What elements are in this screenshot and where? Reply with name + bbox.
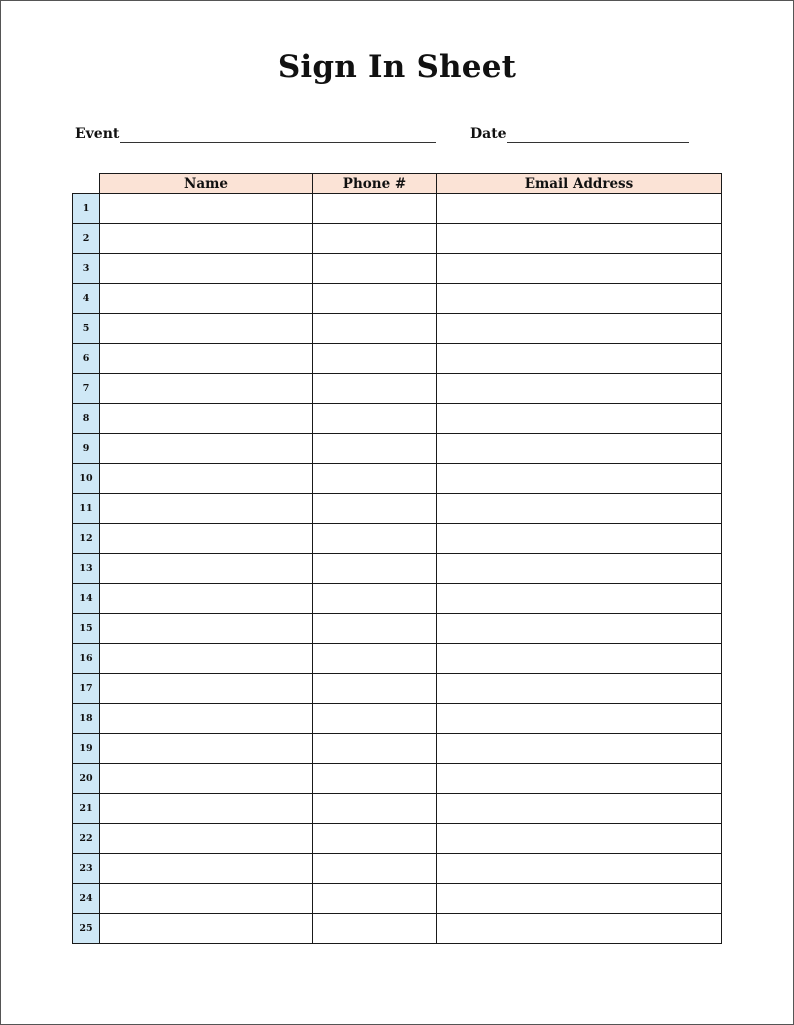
phone-cell[interactable] (313, 554, 437, 584)
table-body (73, 194, 722, 944)
email-cell[interactable] (437, 824, 722, 854)
row-number: 23 (73, 854, 100, 884)
email-cell[interactable] (437, 254, 722, 284)
email-cell[interactable] (437, 764, 722, 794)
table-row (73, 494, 722, 524)
name-cell[interactable] (100, 404, 313, 434)
email-cell[interactable] (437, 494, 722, 524)
row-number: 1 (73, 194, 100, 224)
table-row (73, 854, 722, 884)
table-row (73, 764, 722, 794)
email-cell[interactable] (437, 434, 722, 464)
row-number: 25 (73, 914, 100, 944)
phone-cell[interactable] (313, 914, 437, 944)
name-cell[interactable] (100, 374, 313, 404)
table-row (73, 914, 722, 944)
table-row (73, 284, 722, 314)
table-row (73, 734, 722, 764)
row-number: 18 (73, 704, 100, 734)
email-cell[interactable] (437, 524, 722, 554)
email-cell[interactable] (437, 284, 722, 314)
table-row (73, 374, 722, 404)
name-cell[interactable] (100, 314, 313, 344)
row-number: 8 (73, 404, 100, 434)
phone-cell[interactable] (313, 524, 437, 554)
name-cell[interactable] (100, 524, 313, 554)
email-cell[interactable] (437, 644, 722, 674)
phone-cell[interactable] (313, 194, 437, 224)
table-row (73, 614, 722, 644)
sheet-title: Sign In Sheet (277, 49, 517, 85)
phone-cell[interactable] (313, 374, 437, 404)
email-cell[interactable] (437, 674, 722, 704)
name-cell[interactable] (100, 794, 313, 824)
table-row (73, 704, 722, 734)
table-row (73, 254, 722, 284)
row-number: 10 (73, 464, 100, 494)
row-number: 16 (73, 644, 100, 674)
table-row (73, 404, 722, 434)
row-number: 21 (73, 794, 100, 824)
table-row (73, 644, 722, 674)
phone-cell[interactable] (313, 884, 437, 914)
email-cell[interactable] (437, 464, 722, 494)
event-field-line[interactable] (120, 142, 436, 143)
phone-cell[interactable] (313, 254, 437, 284)
row-number: 20 (73, 764, 100, 794)
phone-cell[interactable] (313, 404, 437, 434)
email-cell[interactable] (437, 704, 722, 734)
phone-cell[interactable] (313, 494, 437, 524)
name-cell[interactable] (100, 614, 313, 644)
row-number: 6 (73, 344, 100, 374)
table-row (73, 434, 722, 464)
email-cell[interactable] (437, 404, 722, 434)
email-cell[interactable] (437, 794, 722, 824)
row-number: 3 (73, 254, 100, 284)
row-number: 7 (73, 374, 100, 404)
phone-cell[interactable] (313, 704, 437, 734)
name-cell[interactable] (100, 254, 313, 284)
row-number: 15 (73, 614, 100, 644)
row-number: 9 (73, 434, 100, 464)
name-cell[interactable] (100, 434, 313, 464)
header-corner (73, 174, 100, 194)
phone-cell[interactable] (313, 344, 437, 374)
table-row (73, 584, 722, 614)
event-label: Event (75, 126, 120, 142)
email-cell[interactable] (437, 584, 722, 614)
date-field-line[interactable] (507, 142, 689, 143)
table-row (73, 524, 722, 554)
date-label: Date (470, 126, 507, 142)
table-row (73, 344, 722, 374)
row-number: 24 (73, 884, 100, 914)
column-header-name: Name (100, 174, 313, 194)
row-number: 13 (73, 554, 100, 584)
phone-cell[interactable] (313, 284, 437, 314)
name-cell[interactable] (100, 464, 313, 494)
name-cell[interactable] (100, 344, 313, 374)
name-cell[interactable] (100, 734, 313, 764)
name-cell[interactable] (100, 704, 313, 734)
phone-cell[interactable] (313, 434, 437, 464)
name-cell[interactable] (100, 854, 313, 884)
phone-cell[interactable] (313, 224, 437, 254)
phone-cell[interactable] (313, 794, 437, 824)
table-row (73, 884, 722, 914)
name-cell[interactable] (100, 764, 313, 794)
phone-cell[interactable] (313, 764, 437, 794)
name-cell[interactable] (100, 554, 313, 584)
table-row (73, 554, 722, 584)
email-cell[interactable] (437, 734, 722, 764)
phone-cell[interactable] (313, 824, 437, 854)
sign-in-table (72, 173, 722, 944)
column-header-phone: Phone # (313, 174, 437, 194)
table-row (73, 224, 722, 254)
name-cell[interactable] (100, 284, 313, 314)
email-cell[interactable] (437, 194, 722, 224)
name-cell[interactable] (100, 884, 313, 914)
email-cell[interactable] (437, 554, 722, 584)
phone-cell[interactable] (313, 464, 437, 494)
phone-cell[interactable] (313, 314, 437, 344)
name-cell[interactable] (100, 644, 313, 674)
phone-cell[interactable] (313, 854, 437, 884)
row-number: 4 (73, 284, 100, 314)
row-number: 14 (73, 584, 100, 614)
name-cell[interactable] (100, 494, 313, 524)
table-row (73, 674, 722, 704)
table-row (73, 464, 722, 494)
phone-cell[interactable] (313, 734, 437, 764)
name-cell[interactable] (100, 914, 313, 944)
name-cell[interactable] (100, 584, 313, 614)
name-cell[interactable] (100, 674, 313, 704)
table-row (73, 824, 722, 854)
email-cell[interactable] (437, 224, 722, 254)
email-cell[interactable] (437, 314, 722, 344)
email-cell[interactable] (437, 884, 722, 914)
email-cell[interactable] (437, 614, 722, 644)
row-number: 2 (73, 224, 100, 254)
table-row (73, 794, 722, 824)
row-number: 12 (73, 524, 100, 554)
email-cell[interactable] (437, 374, 722, 404)
row-number: 19 (73, 734, 100, 764)
table-row (73, 194, 722, 224)
table-row (73, 314, 722, 344)
name-cell[interactable] (100, 824, 313, 854)
column-header-email: Email Address (437, 174, 722, 194)
phone-cell[interactable] (313, 614, 437, 644)
email-cell[interactable] (437, 344, 722, 374)
row-number: 5 (73, 314, 100, 344)
phone-cell[interactable] (313, 674, 437, 704)
phone-cell[interactable] (313, 584, 437, 614)
row-number: 17 (73, 674, 100, 704)
name-cell[interactable] (100, 224, 313, 254)
row-number: 11 (73, 494, 100, 524)
email-cell[interactable] (437, 854, 722, 884)
row-number: 22 (73, 824, 100, 854)
email-cell[interactable] (437, 914, 722, 944)
table-header-row (73, 174, 722, 194)
phone-cell[interactable] (313, 644, 437, 674)
name-cell[interactable] (100, 194, 313, 224)
